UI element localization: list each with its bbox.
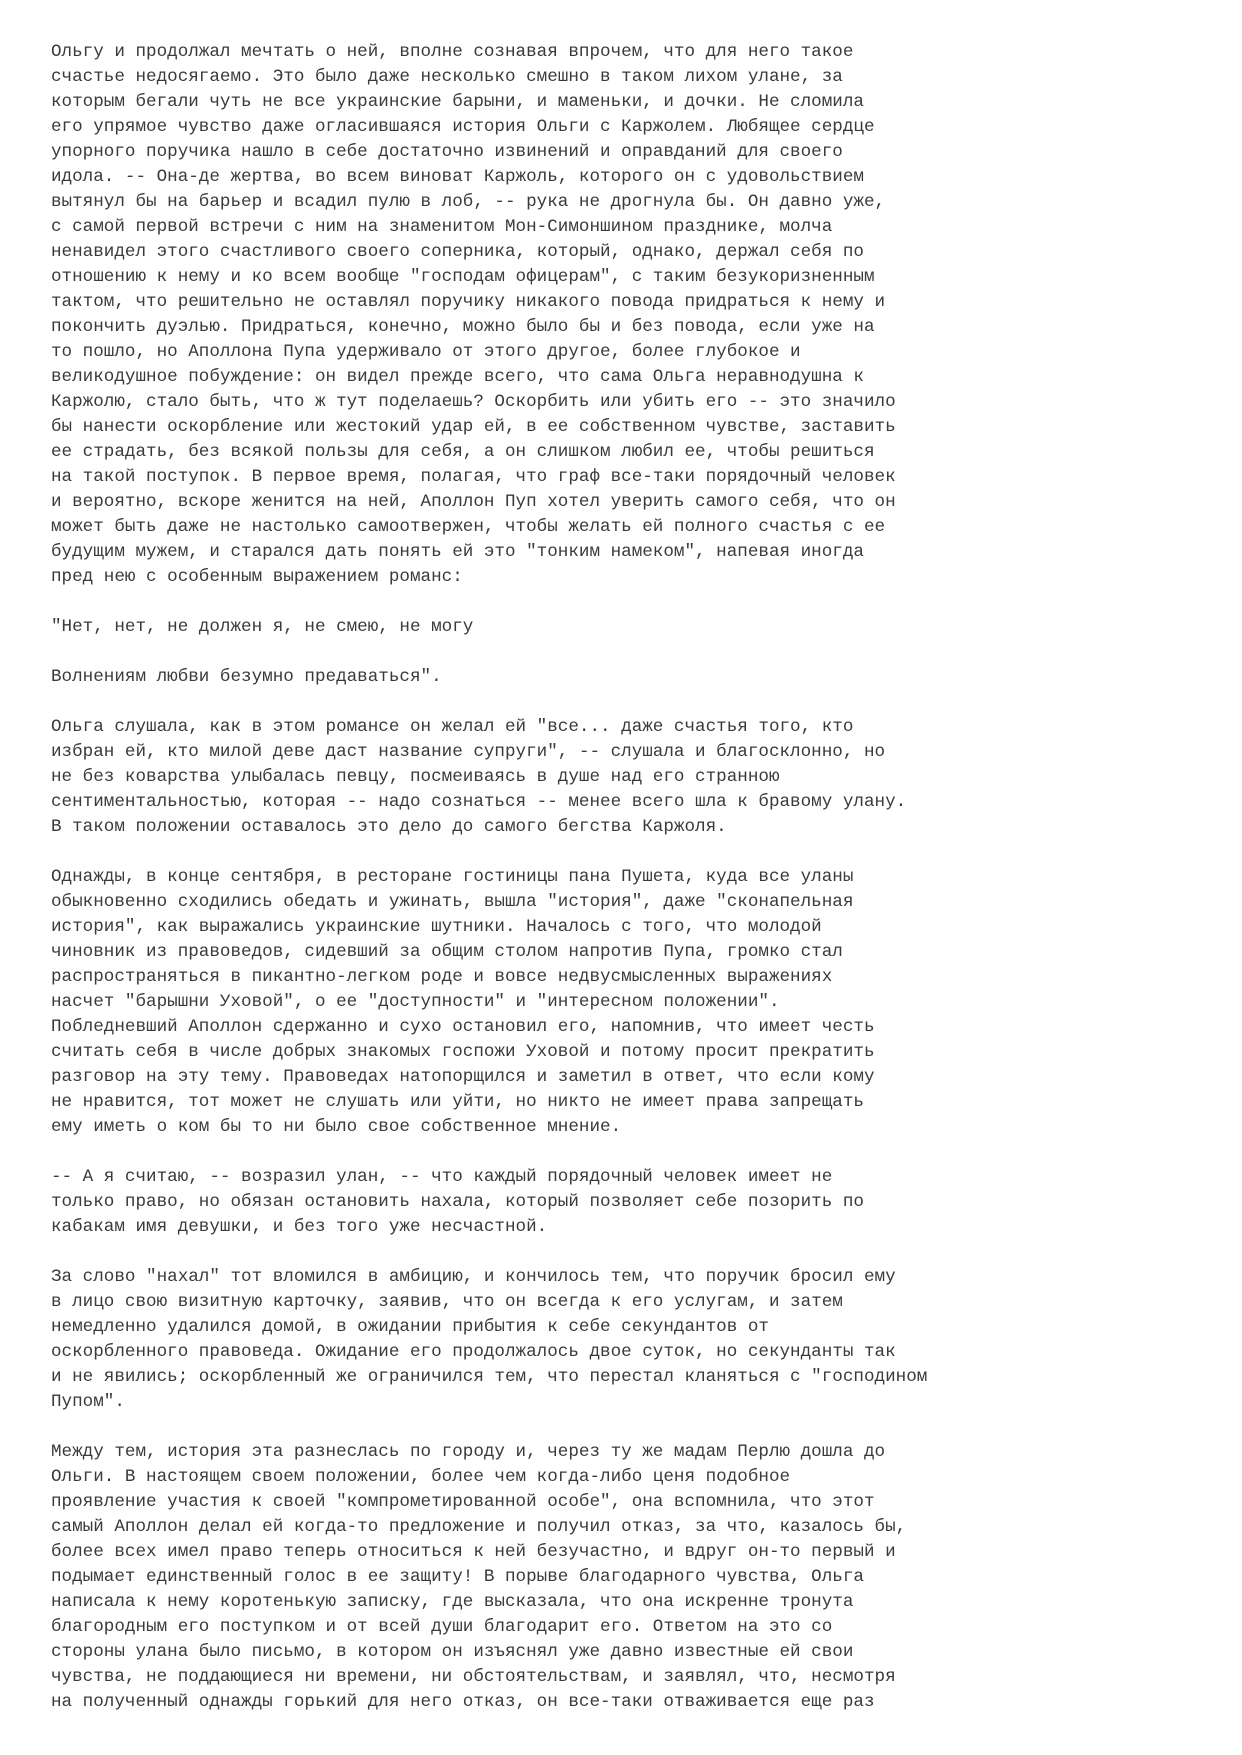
text-line: разговор на эту тему. Правоведах натопорщился и заметил в ответ, что если кому <box>51 1067 875 1087</box>
text-line: чувства, не поддающиеся ни времени, ни обстоятельствам, и заявлял, что, несмотря <box>51 1667 896 1687</box>
text-line: написала к нему коротенькую записку, где высказала, что она искренне тронута <box>51 1592 854 1612</box>
text-line: распространяться в пикантно-легком роде и вовсе недвусмысленных выражениях <box>51 967 833 987</box>
text-line: считать себя в числе добрых знакомых госпожи Уховой и потому просит прекратить <box>51 1042 875 1062</box>
text-line: вытянул бы на барьер и всадил пулю в лоб, -- рука не дрогнула бы. Он давно уже, <box>51 192 886 212</box>
text-line: его упрямое чувство даже огласившаяся история Ольги с Каржолем. Любящее сердце <box>51 117 875 137</box>
text-line: только право, но обязан остановить нахала, который позволяет себе позорить по <box>51 1192 864 1212</box>
paragraph-5 <box>51 865 1211 1140</box>
text-line: чиновник из правоведов, сидевший за общим столом напротив Пупа, громко стал <box>51 942 843 962</box>
text-line: насчет "барышни Уховой", о ее "доступности" и "интересном положении". <box>51 992 780 1012</box>
text-line: Ольга слушала, как в этом романсе он желал ей "все... даже счастья того, кто <box>51 717 854 737</box>
text-line: Каржолю, стало быть, что ж тут поделаешь? Оскорбить или убить его -- это значило <box>51 392 896 412</box>
text-line: будущим мужем, и старался дать понять ей это "тонким намеком", напевая иногда <box>51 542 864 562</box>
text-line: тактом, что решительно не оставлял поручику никакого повода придраться к нему и <box>51 292 886 312</box>
text-line: немедленно удалился домой, в ожидании прибытия к себе секундантов от <box>51 1317 769 1337</box>
text-line: Пупом". <box>51 1392 125 1412</box>
text-line: кабакам имя девушки, и без того уже несчастной. <box>51 1217 548 1237</box>
text-line: счастье недосягаемо. Это было даже несколько смешно в таком лихом улане, за <box>51 67 843 87</box>
text-line: то пошло, но Аполлона Пупа удерживало от этого другое, более глубокое и <box>51 342 801 362</box>
text-line: бы нанести оскорбление или жестокий удар ей, в ее собственном чувстве, заставить <box>51 417 896 437</box>
paragraph-6 <box>51 1165 1211 1240</box>
text-line: которым бегали чуть не все украинские барыни, и маменьки, и дочки. Не сломила <box>51 92 864 112</box>
text-line: на такой поступок. В первое время, полагая, что граф все-таки порядочный человек <box>51 467 896 487</box>
paragraph-2 <box>51 615 1211 640</box>
text-line: в лицо свою визитную карточку, заявив, что он всегда к его услугам, и затем <box>51 1292 843 1312</box>
paragraph-7 <box>51 1265 1211 1415</box>
text-line: Побледневший Аполлон сдержанно и сухо остановил его, напомнив, что имеет честь <box>51 1017 875 1037</box>
text-line: оскорбленного правоведа. Ожидание его продолжалось двое суток, но секунданты так <box>51 1342 896 1362</box>
text-line: не без коварства улыбалась певцу, посмеиваясь в душе над его странною <box>51 767 780 787</box>
text-line: Между тем, история эта разнеслась по городу и, через ту же мадам Перлю дошла до <box>51 1442 886 1462</box>
text-line: В таком положении оставалось это дело до самого бегства Каржоля. <box>51 817 727 837</box>
text-line: стороны улана было письмо, в котором он изъяснял уже давно известные ей свои <box>51 1642 854 1662</box>
document-page <box>51 40 1211 1740</box>
text-line: "Нет, нет, не должен я, не смею, не могу <box>51 617 474 637</box>
text-line: избран ей, кто милой деве даст название супруги", -- слушала и благосклонно, но <box>51 742 886 762</box>
text-line: упорного поручика нашло в себе достаточно извинений и оправданий для своего <box>51 142 843 162</box>
text-line: с самой первой встречи с ним на знаменитом Мон-Симоншином празднике, молча <box>51 217 833 237</box>
text-line: может быть даже не настолько самоотвержен, чтобы желать ей полного счастья с ее <box>51 517 886 537</box>
text-line: самый Аполлон делал ей когда-то предложение и получил отказ, за что, казалось бы, <box>51 1517 907 1537</box>
text-line: -- А я считаю, -- возразил улан, -- что каждый порядочный человек имеет не <box>51 1167 833 1187</box>
paragraph-8 <box>51 1440 1211 1715</box>
paragraph-1 <box>51 40 1211 590</box>
text-line: благородным его поступком и от всей души благодарит его. Ответом на это со <box>51 1617 833 1637</box>
text-line: более всех имел право теперь относиться к ней безучастно, и вдруг он-то первый и <box>51 1542 896 1562</box>
text-line: Волнениям любви безумно предаваться". <box>51 667 442 687</box>
text-line: Ольгу и продолжал мечтать о ней, вполне сознавая впрочем, что для него такое <box>51 42 854 62</box>
text-line: проявление участия к своей "компрометированной особе", она вспомнила, что этот <box>51 1492 875 1512</box>
text-line: сентиментальностью, которая -- надо сознаться -- менее всего шла к бравому улану. <box>51 792 907 812</box>
text-line: на полученный однажды горький для него отказ, он все-таки отваживается еще раз <box>51 1692 875 1712</box>
text-line: история", как выражались украинские шутники. Началось с того, что молодой <box>51 917 822 937</box>
text-line: За слово "нахал" тот вломился в амбицию, и кончилось тем, что поручик бросил ему <box>51 1267 896 1287</box>
text-line: ее страдать, без всякой пользы для себя, а он слишком любил ее, чтобы решиться <box>51 442 875 462</box>
text-line: великодушное побуждение: он видел прежде всего, что сама Ольга неравнодушна к <box>51 367 864 387</box>
text-line: Ольги. В настоящем своем положении, более чем когда-либо ценя подобное <box>51 1467 791 1487</box>
text-line: ему иметь о ком бы то ни было свое собственное мнение. <box>51 1117 622 1137</box>
paragraph-3 <box>51 665 1211 690</box>
text-line: подымает единственный голос в ее защиту! В порыве благодарного чувства, Ольга <box>51 1567 864 1587</box>
text-line: отношению к нему и ко всем вообще "господам офицерам", с таким безукоризненным <box>51 267 875 287</box>
text-line: обыкновенно сходились обедать и ужинать, вышла "история", даже "сконапельная <box>51 892 854 912</box>
text-line: не нравится, тот может не слушать или уйти, но никто не имеет права запрещать <box>51 1092 864 1112</box>
paragraph-4 <box>51 715 1211 840</box>
text-line: и не явились; оскорбленный же ограничился тем, что перестал кланяться с "господином <box>51 1367 928 1387</box>
text-line: пред нею с особенным выражением романс: <box>51 567 463 587</box>
text-line: идола. -- Она-де жертва, во всем виноват Каржоль, которого он с удовольствием <box>51 167 864 187</box>
text-line: и вероятно, вскоре женится на ней, Аполлон Пуп хотел уверить самого себя, что он <box>51 492 896 512</box>
text-line: ненавидел этого счастливого своего соперника, который, однако, держал себя по <box>51 242 864 262</box>
text-line: покончить дуэлью. Придраться, конечно, можно было бы и без повода, если уже на <box>51 317 875 337</box>
text-line: Однажды, в конце сентября, в ресторане гостиницы пана Пушета, куда все уланы <box>51 867 854 887</box>
